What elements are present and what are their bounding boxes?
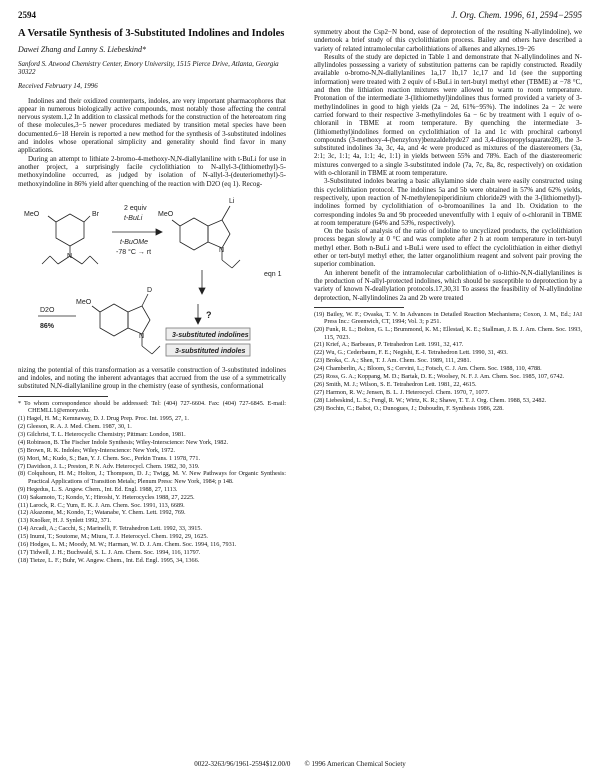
- reference-entry: (17) Tidwell, J. H.; Buchwald, S. L. J. Am. Chem. Soc. 1994, 116, 11797.: [18, 548, 201, 556]
- reference-entry: (7) Davidson, J. L.; Preston, P. N. Adv. Heterocycl. Chem. 1982, 30, 319.: [18, 462, 200, 470]
- reference-entry: * To whom correspondence should be addressed: Tel: (404) 727-6604. Fax: (404) 727-6845. E-mail: CHEMLL1@emory.edu.: [18, 399, 286, 415]
- equation-label: eqn 1: [264, 270, 282, 278]
- reference-entry: (1) Hagel, H. M.; Kemnaway, D. J. Drug Prep. Proc. Int. 1995, 27, 1.: [18, 415, 189, 423]
- product-arrow-head: [195, 318, 201, 324]
- reagent-name: t-BuLi: [124, 214, 143, 222]
- reference-entry: (5) Brown, R. K. Indoles; Wiley-Interscience: New York, 1972.: [18, 446, 176, 454]
- page-footer: [0, 760, 600, 768]
- lithium-label: Li: [229, 197, 235, 205]
- paragraph: An inherent benefit of the intramolecular carbolithiation of o-lithio-N,N-diallylanilines is the production of N-allyl-protected indolines, which should be susceptible to deprotection by a variety of known N-deallylation protocols.17,30,31 To assess the feasibility of N-allylindoline deprotection, N-allylindolines 2a and 2b were treated: [314, 268, 582, 302]
- reference-entry: (26) Smith, M. J.; Wilson, S. E. Tetrahedron Lett. 1981, 22, 4615.: [314, 380, 477, 388]
- reagent-equiv: 2 equiv: [124, 204, 147, 212]
- reference-entry: (21) Krief, A.; Barbeaux, P. Tetrahedron Lett. 1991, 32, 417.: [314, 341, 464, 349]
- journal-citation: J. Org. Chem. 1996, 61, 2594−2595: [451, 10, 582, 20]
- paragraph: Results of the study are depicted in Table 1 and demonstrate that N-allylindolines and N-allylindoles possessing a variety of substitution patterns can be rapidly constructed. Readily available o-bromo-N,N-diallylanilines 1a,17 1b,17 1c,17 and 1d (see the supporting information) were treated with 2 equiv of t-BuLi in tert-butyl methyl ether (TBME) at −78 °C, and then the lithiation reaction mixtures were allowed to warm to room temperature. Protonation of the intermediate 3-(lithiomethyl)indolines thus formed provided a variety of 3-methylindolines in good to high yields (2a − 2d, 61%−95%). The indolines 2a − 2c were carried forward to their respective 3-methylindoles 6a − 6c by treatment with 1 equiv of o-chloranil in TBME at room temperature. By quenching the intermediate 3-(lithiomethyl)indolines formed on cyclolithiation of 1a and 1c with prochiral carbonyl compounds (3-methoxy-4-(benzyloxy)benzaldehyde27 and 3,4-diisopropylsquarate28), the 3-substituted indolines 3a, 3c, 4a, and 4c were produced as mixtures of the diastereomers (3a, 2:1; 3c, 1:1; 4a, 1:1; 4c, 1:1) in yields between 55% and 78%. Each of the diastereomeric mixtures converged to a single 3-substituted indole (7a, 7c, 8a, 8c, respectively) on oxidation with o-chloranil in TBME at room temperature.: [314, 52, 582, 178]
- quench-reagent: D2O: [40, 306, 55, 314]
- question-mark: ?: [206, 309, 212, 320]
- indolines-box-label: 3-substituted indolines: [172, 331, 249, 339]
- temperature-label: -78 °C → rt: [116, 248, 152, 256]
- nitrogen-label: N: [139, 332, 145, 340]
- quench-arrow-head: [199, 288, 205, 294]
- author-list: Dawei Zhang and Lanny S. Liebeskind*: [18, 45, 146, 54]
- nitrogen-label: N: [219, 246, 225, 254]
- methoxy-label: MeO: [76, 298, 92, 306]
- right-footnotes: [314, 311, 582, 412]
- yield-label: 86%: [40, 322, 55, 330]
- paragraph: symmetry about the Csp2−N bond, ease of deprotection of the resulting N-allylindoline), we undertook a brief study of this cyclolithiation process. Bailey and others have described a variety of related intramolecular carbolithiations of alkenes and alkynes.19−26: [314, 28, 582, 53]
- reference-entry: (22) Wu, G.; Cederbaum, F. E.; Negishi, E.-I. Tetrahedron Lett. 1990, 31, 493.: [314, 349, 508, 357]
- footnote-rule: [18, 396, 108, 397]
- article-code: 0022-3263/96/1961-2594$12.00/0: [194, 760, 291, 768]
- bromo-label: Br: [92, 210, 99, 218]
- running-header: [18, 10, 582, 22]
- deuterium-label: D: [147, 286, 153, 294]
- received-date: Received February 14, 1996: [18, 82, 98, 91]
- article-title: A Versatile Synthesis of 3-Substituted Indolines and Indoles: [18, 28, 285, 39]
- reference-entry: (19) Bailey, W. F.; Ovaska, T. V. In Advances in Detailed Reaction Mechanisms; Coxon, J. M., Ed.; JAI Press Inc.: Greenwich, CT, 1994; Vol. 3; p 251.: [314, 310, 582, 326]
- reference-entry: (6) Mori, M.; Kudo, S.; Ban, Y. J. Chem. Soc., Perkin Trans. 1 1978, 771.: [18, 454, 201, 462]
- reference-entry: (4) Robinson, B. The Fischer Indole Synthesis; Wiley-Interscience: New York, 1982.: [18, 438, 229, 446]
- reference-entry: (24) Chamberlin, A.; Bloom, S.; Cervini, L.; Fotsch, C. J. Am. Chem. Soc. 1988, 110, 4788.: [314, 365, 542, 373]
- methoxy-label: MeO: [158, 210, 174, 218]
- reference-entry: (8) Colquhoun, H. M.; Holton, J.; Thompson, D. J.; Twigg, M. V. New Pathways for Organic Synthesis: Practical Applications of Transition Metals; Plenum Press: New York, 1984; p 148.: [18, 470, 286, 485]
- reference-entry: (29) Bochin, C.; Babot, O.; Dunogues, J.; Duboudin, F. Synthesis 1986, 228.: [314, 404, 504, 412]
- solvent-label: t-BuOMe: [120, 238, 149, 246]
- reference-entry: (13) Knolker, H. J. Synlett 1992, 371.: [18, 517, 112, 525]
- reference-entry: (20) Funk, R. L.; Bolton, G. L.; Brummond, K. M.; Ellestad, K. E.; Stallman, J. B. J. Am. Chem. Soc. 1993, 115, 7023.: [314, 326, 582, 341]
- reference-entry: (14) Arcadi, A.; Cacchi, S.; Marinelli, F. Tetrahedron Lett. 1992, 33, 3915.: [18, 525, 203, 533]
- paragraph: Indolines and their oxidized counterparts, indoles, are very important pharmacophores that appear in numerous biologically active compounds, most notably those affecting the central nervous system.1,2 In addition to classical methods for the construction of the heteroatom ring of these molecules,3−5 newer procedures mediated by transition metal species have been documented.6−18 Herein is reported a new method for the synthesis of 3-substituted indolines and indoles whose operational simplicity and generality should find favor in many applications.: [18, 96, 286, 155]
- reference-entry: (28) Liebeskind, L. S.; Fengl, R. W.; Wirtz, K. R.; Shawe, T. T. J. Org. Chem. 1988, 53, 2482.: [314, 396, 547, 404]
- reference-entry: (15) Inumi, T.; Soutome, M.; Miura, T. J. Heterocycl. Chem. 1992, 29, 1625.: [18, 533, 208, 541]
- reference-entry: (2) Gleeson, R. A. J. Med. Chem. 1987, 30, 1.: [18, 422, 132, 430]
- paragraph: On the basis of analysis of the ratio of indoline to uncyclized products, the cyclolithiation process began slowly at 0 °C and was complete after 2 h at room temperature in tert-butyl methyl ether. Both n-BuLi and t-BuLi were used to effect the cyclolithiation in either diethyl ether or tert-butyl methyl ether, the latter organolithium reagent and solvent pair proving the superior combination.: [314, 227, 582, 269]
- indoles-box-label: 3-substituted indoles: [175, 347, 246, 355]
- page-number: 2594: [18, 10, 36, 20]
- reference-entry: (10) Sakamoto, T.; Kondo, Y.; Hiroshi, Y. Heterocycles 1988, 27, 2225.: [18, 493, 195, 501]
- reference-entry: (3) Gilchrist, T. L. Heterocyclic Chemistry; Pittman: London, 1981.: [18, 430, 186, 438]
- reference-entry: (25) Ross, G. A.; Koppang, M. D.; Bartak, D. E.; Woolsey, N. F. J. Am. Chem. Soc. 1985, 107, 6742.: [314, 373, 565, 381]
- methoxy-label: MeO: [24, 210, 40, 218]
- scheme-graphic: [18, 192, 286, 362]
- reaction-arrow-head: [156, 229, 162, 235]
- paragraph: 3-Substituted indoles bearing a basic alkylamino side chain were easily constructed using this cyclolithiation protocol. The indolines 5a and 5b were obtained in 57% and 62% yields, respectively, upon reaction of N-methylenepiperidinium chloride29 with the 3-(lithiomethyl)-indolines formed by cyclolithiation of o-bromoanilines 1a and 1b. Oxidation to the corresponding indoles 9a and 9b proceeded uneventfully with 1 equiv of o-chloranil in TBME at room temperature (64% and 53%, respectively).: [314, 177, 582, 227]
- left-column: [18, 28, 286, 565]
- reference-entry: (11) Larock, R. C.; Yum, E. K. J. Am. Chem. Soc. 1991, 113, 6689.: [18, 501, 185, 509]
- left-footnotes: [18, 400, 286, 565]
- nitrogen-label: N: [67, 252, 73, 260]
- reference-entry: (12) Akazome, M.; Kondo, T.; Watanabe, Y. Chem. Lett. 1992, 769.: [18, 509, 186, 517]
- deuterated-product-structure: [92, 294, 160, 354]
- lithiated-indoline-structure: [172, 206, 240, 268]
- footnote-rule: [314, 307, 404, 308]
- reference-entry: (18) Tietze, L. F.; Buhr, W. Angew. Chem., Int. Ed. Engl. 1995, 34, 1366.: [18, 556, 200, 564]
- reference-entry: (9) Hegedus, L. S. Angew. Chem., Int. Ed. Engl. 1988, 27, 1113.: [18, 485, 178, 493]
- paragraph: During an attempt to lithiate 2-bromo-4-methoxy-N,N-diallylaniline with t-BuLi for use in another project, a surprisingly facile cyclolithiation to N-allyl-3-(lithiomethyl)-5-methoxyindoline occurred, as judged by isolation of N-allyl-3-(deuteriomethyl)-5-methoxyindoline in 86% yield after quenching of the reaction with D2O (eq 1). Recog-: [18, 154, 286, 188]
- paragraph: nizing the potential of this transformation as a versatile construction of 3-substituted indolines and indoles, and noting the inherent advantages that accrued from the use of a symmetrically substituted N,N-diallylaniline group in the chemistry (ease of synthesis, conformational: [18, 365, 286, 391]
- reference-entry: (16) Hodges, L. M.; Moody, M. W.; Harman, W. D. J. Am. Chem. Soc. 1994, 116, 7931.: [18, 541, 237, 549]
- copyright: © 1996 American Chemical Society: [304, 760, 406, 768]
- reference-entry: (23) Broka, C. A.; Shen, T. J. Am. Chem. Soc. 1989, 111, 2981.: [314, 357, 472, 365]
- reaction-scheme: [18, 192, 286, 362]
- reference-entry: (27) Harmon, R. W.; Jensen, B. L. J. Heterocycl. Chem. 1970, 7, 1077.: [314, 388, 490, 396]
- affiliation: Sanford S. Atwood Chemistry Center, Emory University, 1515 Pierce Drive, Atlanta, Georgia 30322: [18, 60, 279, 77]
- right-column: [314, 28, 582, 413]
